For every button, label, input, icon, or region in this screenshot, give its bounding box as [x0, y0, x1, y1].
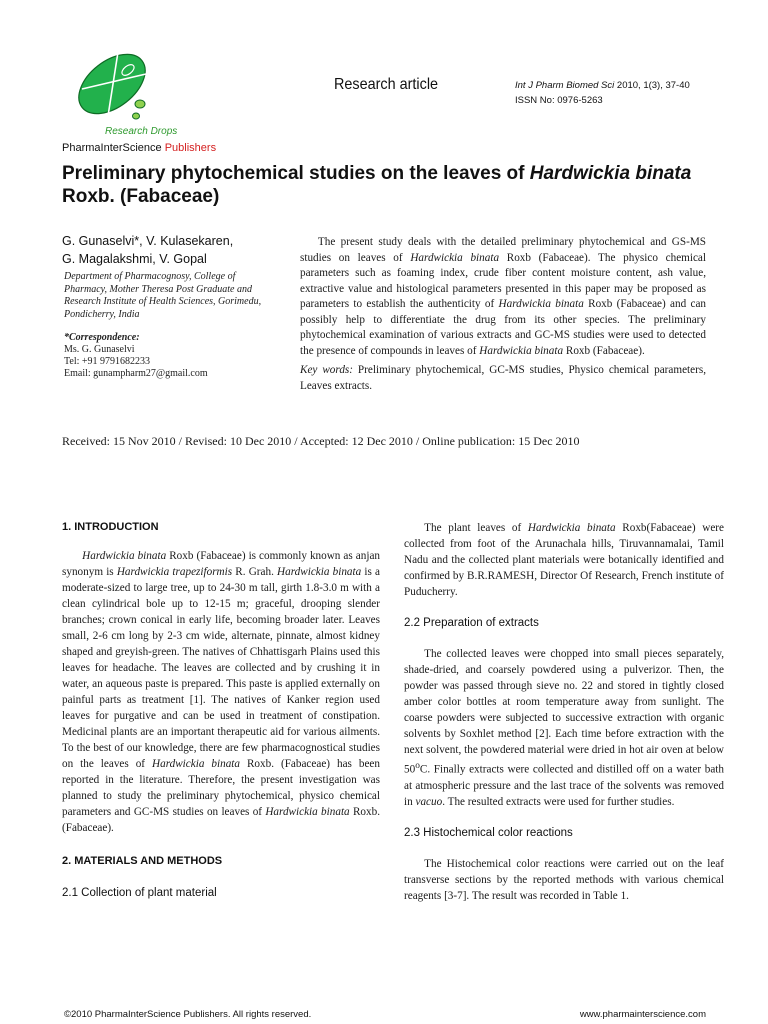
author-line-1: G. Gunaselvi*, V. Kulasekaren, — [62, 234, 234, 248]
latin-term: vacuo — [415, 795, 443, 808]
keywords-label: Key words: — [300, 364, 353, 376]
abstract — [300, 235, 706, 394]
species-name: Hardwickia binata — [265, 806, 350, 818]
introduction-paragraph — [62, 548, 380, 836]
issn: ISSN No: 0976-5263 — [515, 95, 603, 106]
abstract-segment: Roxb (Fabaceae). — [563, 344, 645, 357]
affiliation: Department of Pharmacognosy, College of Pharmacy, Mother Theresa Post Graduate and Research Institute of Health Sciences, Gorimedu, Pondicherry, India — [64, 271, 262, 320]
histochemical-paragraph: The Histochemical color reactions were carried out on the leaf transverse sections by the reported methods with various chemical reagents [3-7]. The result was recorded in Table 1. — [404, 857, 724, 902]
text-segment: is a moderate-sized to large tree, up to 24-30 m tall, girth 1.8-3.0 m with a clean cylindrical bole up to 12-15 m; graceful, drooping slender branches; crown conical in early life, becoming broader later. Leaves small, 2-6 cm long by 2-3 cm wide, alternate, pinnate, almost kidney shaped and greyish-green. The natives of Chhattisgarh Plains used this leaves for headache. The leaves are collected and by crushing it in water, an aqueous paste is prepared. This paste is applied externally on painful parts as treatment [1]. The natives of Kanker region used leaves for purgative and can be used in treatment of constipation. Medicinal plants are an important therapeutic aid for various ailments. To the best of our knowledge, there are few pharmacognostical studies on the leaves of — [62, 566, 380, 770]
correspondence-email[interactable]: Email: gunampharm27@gmail.com — [64, 368, 208, 379]
abstract-species: Hardwickia binata — [498, 298, 584, 310]
abstract-segment: The present study deals with the detailed preliminary phytochemical and GS-MS studies on leaves of — [300, 236, 706, 264]
logo-drop-small — [133, 113, 140, 119]
subsection-heading-collection: 2.1 Collection of plant material — [62, 887, 217, 899]
collection-paragraph — [404, 520, 724, 600]
abstract-text — [300, 235, 706, 359]
extracts-paragraph — [404, 646, 724, 810]
text-segment: . The resulted extracts were used for further studies. — [442, 795, 675, 808]
journal-line — [515, 78, 690, 93]
subsection-heading-extracts: 2.2 Preparation of extracts — [404, 617, 539, 629]
journal-citation — [515, 78, 690, 108]
footer-website[interactable]: www.pharmainterscience.com — [579, 1009, 706, 1020]
publication-dates: Received: 15 Nov 2010 / Revised: 10 Dec 2010 / Accepted: 12 Dec 2010 / Online publication: 15 Dec 2010 — [62, 434, 580, 448]
publisher-name — [62, 142, 216, 154]
keywords — [300, 363, 706, 394]
text-segment: Roxb (Fabaceae) is commonly known as anjan synonym is — [62, 550, 380, 578]
abstract-segment: Roxb (Fabaceae) and can possibly help to differentiate the drug from its other species. The preliminary phytochemical examination of various extracts and GC-MS studies were used to detected the presence of compounds in leaves of — [300, 298, 707, 357]
abstract-species: Hardwickia binata — [479, 344, 564, 357]
title-prefix: Preliminary phytochemical studies on the leaves of — [62, 163, 530, 184]
author-line-2: G. Magalakshmi, V. Gopal — [62, 252, 207, 266]
text-segment: The plant leaves of — [424, 522, 528, 534]
abstract-segment: Roxb (Fabaceae). The physico chemical parameters such as foaming index, crude fiber content moisture content, ash value, extractive value and histological parameters presented in this paper may be proposed as parameters to establish the authenticity of — [300, 251, 707, 310]
species-name: Hardwickia binata — [152, 758, 240, 770]
title-suffix: Roxb. (Fabaceae) — [62, 186, 220, 207]
subsection-heading-histochemical: 2.3 Histochemical color reactions — [404, 826, 573, 839]
section-heading-methods: 2. MATERIALS AND METHODS — [62, 855, 223, 867]
title-species: Hardwickia binata — [529, 163, 692, 184]
publisher-prefix: PharmaInterScience — [62, 142, 165, 154]
body-column-left — [62, 520, 380, 900]
text-segment: C. Finally extracts were collected and distilled off on a water bath at atmospheric pressure and the last trace of the solvents was removed in — [404, 763, 724, 808]
correspondence-name: Ms. G. Gunaselvi — [64, 344, 135, 355]
body-column-right — [404, 520, 724, 904]
logo-caption: Research Drops — [105, 126, 178, 137]
paper-title — [62, 162, 722, 208]
correspondence-label: *Correspondence: — [64, 332, 140, 343]
journal-details: 2010, 1(3), 37-40 — [614, 80, 690, 91]
text-segment: Roxb(Fabaceae) were collected from foot of the Arunachala hills, Tiruvannamalai, Tamil Nadu and the collected plant materials were botanically identified and confirmed by B.R.RAMESH, Director Of Research, French institute of Puducherry. — [404, 522, 724, 598]
species-name: Hardwickia binata — [277, 566, 362, 578]
publisher-logo — [70, 48, 160, 128]
author-list — [62, 232, 272, 268]
correspondence-tel: Tel: +91 9791682233 — [64, 356, 151, 367]
abstract-species: Hardwickia binata — [410, 251, 500, 264]
text-segment: The collected leaves were chopped into small pieces separately, shade-dried, and coarsely powdered using a pulverizor. Then, the powder was passed through sieve no. 22 and stored in tightly closed amber color bottles at room temperature away from sunlight. The coarse powders were subjected to successive extraction with organic solvents by Soxhlet method [2]. Each time before extraction with the next solvent, the powdered material were dried in hot air oven at below 50 — [404, 648, 724, 776]
text-segment: Roxb. (Fabaceae). — [62, 806, 381, 834]
species-name: Hardwickia trapeziformis — [116, 566, 233, 578]
journal-name: Int J Pharm Biomed Sci — [515, 80, 615, 91]
publisher-suffix: Publishers — [164, 142, 217, 154]
degree-superscript: o — [415, 761, 420, 771]
article-type: Research article — [334, 76, 439, 93]
species-name: Hardwickia binata — [82, 550, 167, 562]
footer-copyright: ©2010 PharmaInterScience Publishers. All rights reserved. — [64, 1009, 312, 1020]
correspondence — [64, 332, 274, 380]
section-heading-introduction: 1. INTRODUCTION — [62, 521, 159, 533]
text-segment: Roxb. (Fabaceae) has been reported in the literature. Therefore, the present investigation was planned to study the preliminary phytochemical, physico chemical parameters and GC-MS studies on leaves of — [62, 758, 380, 818]
species-name: Hardwickia binata — [527, 522, 616, 534]
keywords-list: Preliminary phytochemical, GC-MS studies, Physico chemical parameters, Leaves extracts. — [300, 364, 706, 392]
text-segment: R. Grah. — [232, 566, 278, 578]
logo-drop-large — [135, 100, 145, 108]
